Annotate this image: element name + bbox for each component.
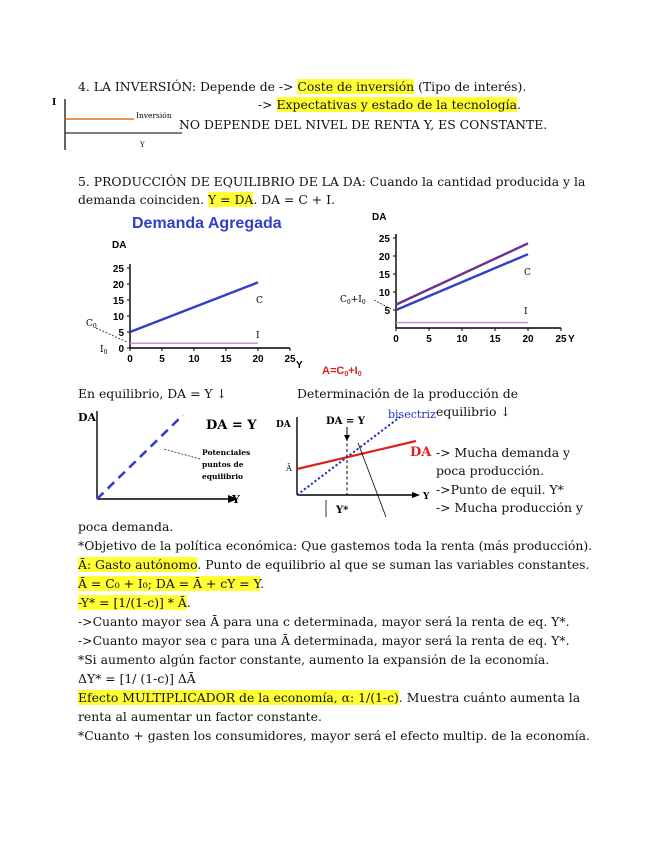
chart2-c0i0-label: $C_0+I_0$ bbox=[340, 295, 366, 306]
body-line-7: *Si aumento algún factor constante, aumento la expansión de la economía. bbox=[78, 652, 550, 667]
bullet-4: -> Mucha producción y bbox=[436, 500, 583, 515]
text: -> bbox=[258, 97, 277, 112]
body-line-10: renta al aumentar un factor constante. bbox=[78, 709, 322, 724]
x-tick-label: 15 bbox=[220, 354, 232, 365]
series-line-c bbox=[130, 282, 258, 332]
y-tick-label: 5 bbox=[118, 328, 124, 339]
bullet-2: poca producción. bbox=[436, 463, 545, 478]
x-tick-label: 25 bbox=[284, 354, 296, 365]
body-line-3 bbox=[78, 576, 264, 592]
y-tick-label: 20 bbox=[378, 252, 390, 263]
x-tick-label: 0 bbox=[393, 334, 399, 345]
series-line-c bbox=[396, 254, 528, 310]
body-line-6: ->Cuanto mayor sea c para una Ā determinada, mayor será la renta de eq. Y*. bbox=[78, 633, 570, 648]
fig3-title: DA = Y bbox=[206, 418, 257, 433]
text: demanda coinciden. bbox=[78, 192, 209, 207]
x-tick-label: 10 bbox=[188, 354, 200, 365]
chart1-ylabel: DA bbox=[112, 240, 127, 251]
highlight: Expectativas y estado de la tecnología bbox=[276, 97, 517, 112]
section4-line3: NO DEPENDE DEL NIVEL DE RENTA Y, ES CONSTANTE. bbox=[179, 117, 548, 132]
text: . DA = C + I. bbox=[253, 192, 335, 207]
highlight: -Y* = [1/(1-c)] * Ā bbox=[78, 595, 187, 610]
body-line-8: ΔY* = [1/ (1-c)] ΔĀ bbox=[78, 671, 196, 686]
body-line-2 bbox=[78, 557, 589, 573]
x-tick-label: 15 bbox=[489, 334, 501, 345]
highlight: Ā: Gasto autónomo bbox=[78, 557, 198, 572]
fig4-ylabel: DA bbox=[276, 420, 291, 430]
y-tick-label: 10 bbox=[378, 288, 390, 299]
fig4-bisectriz-label: bisectriz bbox=[388, 408, 436, 421]
x-tick-label: 25 bbox=[555, 334, 567, 345]
axis-y-label: I bbox=[52, 98, 57, 108]
y-tick-label: 0 bbox=[118, 344, 124, 355]
highlight: Efecto MULTIPLICADOR de la economía, α: 1/(1-c) bbox=[78, 690, 399, 705]
fig4-ystar-label: Y* bbox=[336, 505, 349, 516]
y-tick-label: 10 bbox=[112, 312, 124, 323]
chart2-xlabel: Y bbox=[568, 334, 575, 345]
fig3-note3: equilibrio bbox=[202, 472, 244, 481]
x-tick-label: 20 bbox=[252, 354, 264, 365]
y-tick-label: 25 bbox=[378, 234, 390, 245]
fig4-top-label: DA = Y bbox=[326, 416, 365, 427]
axis-x-label: Y bbox=[140, 141, 145, 149]
chart-demanda-agregada bbox=[80, 208, 320, 378]
y-tick-label: 15 bbox=[378, 270, 390, 281]
chart1-i0-label: $I_0$ bbox=[100, 345, 108, 356]
fig-da-equals-y bbox=[78, 407, 288, 507]
chart1-title: Demanda Agregada bbox=[132, 215, 282, 232]
y-tick-label: 20 bbox=[112, 280, 124, 291]
fig3-ylabel: DA bbox=[78, 411, 97, 424]
chart2-label-i: I bbox=[524, 307, 528, 317]
fig4-arrowhead bbox=[344, 435, 350, 441]
fig3-xlabel: Y bbox=[232, 493, 240, 506]
text: . bbox=[516, 97, 521, 112]
x-tick-label: 5 bbox=[159, 354, 165, 365]
y-tick-label: 25 bbox=[112, 264, 124, 275]
fig4-da-label: DA bbox=[410, 445, 432, 460]
section4-line1 bbox=[78, 79, 526, 95]
chart1-xlabel: Y bbox=[296, 360, 303, 371]
fig4-xlabel: Y bbox=[423, 492, 430, 502]
fig-equilibrium-determination bbox=[274, 405, 434, 523]
chart2-a-annotation: A=C0+I0 bbox=[322, 365, 362, 378]
chart1-label-i: I bbox=[256, 331, 260, 341]
investment-label: Inversión bbox=[136, 111, 172, 120]
section4-line2 bbox=[258, 97, 521, 113]
text: . bbox=[186, 595, 191, 610]
body-line-5: ->Cuanto mayor sea Ā para una c determinada, mayor será la renta de eq. Y*. bbox=[78, 614, 570, 629]
highlight: Coste de inversión bbox=[297, 79, 415, 94]
section5-line2 bbox=[78, 192, 335, 208]
highlight: Ā = C₀ + I₀; DA = Ā + cY = Y bbox=[78, 576, 261, 591]
x-tick-label: 10 bbox=[456, 334, 468, 345]
chart1-c0-label: $C_0$ bbox=[86, 319, 97, 330]
investment-graph bbox=[46, 96, 186, 156]
x-tick-label: 20 bbox=[522, 334, 534, 345]
fig4-pointer-line bbox=[358, 443, 386, 517]
bullet-3: ->Punto de equil. Y* bbox=[436, 482, 564, 497]
body-line-11: *Cuanto + gasten los consumidores, mayor será el efecto multip. de la economía. bbox=[78, 728, 591, 743]
text: (Tipo de interés). bbox=[414, 79, 527, 94]
text: . Punto de equilibrio al que se suman las variables constantes. bbox=[197, 557, 590, 572]
body-line-0: poca demanda. bbox=[78, 519, 174, 534]
chart-da-c-i bbox=[322, 208, 586, 378]
fig4-a-label: Ā bbox=[286, 464, 292, 473]
fig3-note-pointer bbox=[164, 449, 200, 459]
fig4-x-arrow bbox=[412, 492, 420, 498]
eq-text-left: En equilibrio, DA = Y ↓ bbox=[78, 386, 227, 401]
y-tick-label: 15 bbox=[112, 296, 124, 307]
text: . bbox=[260, 576, 265, 591]
section5-line1: 5. PRODUCCIÓN DE EQUILIBRIO DE LA DA: Cuando la cantidad producida y la bbox=[78, 174, 586, 189]
body-line-9 bbox=[78, 690, 580, 706]
fig3-45deg-line bbox=[97, 415, 183, 499]
fig3-note1: Potenciales bbox=[202, 448, 251, 457]
x-tick-label: 0 bbox=[127, 354, 133, 365]
x-tick-label: 5 bbox=[426, 334, 432, 345]
fig3-note2: puntos de bbox=[202, 460, 244, 469]
highlight: Y = DA bbox=[208, 192, 254, 207]
bullet-1: -> Mucha demanda y bbox=[436, 445, 571, 460]
text: 4. LA INVERSIÓN: Depende de -> bbox=[78, 79, 298, 94]
text: . Muestra cuánto aumenta la bbox=[398, 690, 581, 705]
body-line-1: *Objetivo de la política económica: Que gastemos toda la renta (más producción). bbox=[78, 538, 593, 553]
y-tick-label: 5 bbox=[384, 306, 390, 317]
chart2-ylabel: DA bbox=[372, 212, 387, 223]
chart2-label-c: C bbox=[524, 268, 531, 278]
fig4-da-line bbox=[297, 441, 416, 469]
eq-text-right-1: Determinación de la producción de bbox=[297, 386, 519, 401]
series-line-da bbox=[396, 243, 528, 304]
eq-text-right-2: equilibrio ↓ bbox=[436, 404, 511, 419]
body-line-4 bbox=[78, 595, 191, 611]
chart1-label-c: C bbox=[256, 296, 263, 306]
